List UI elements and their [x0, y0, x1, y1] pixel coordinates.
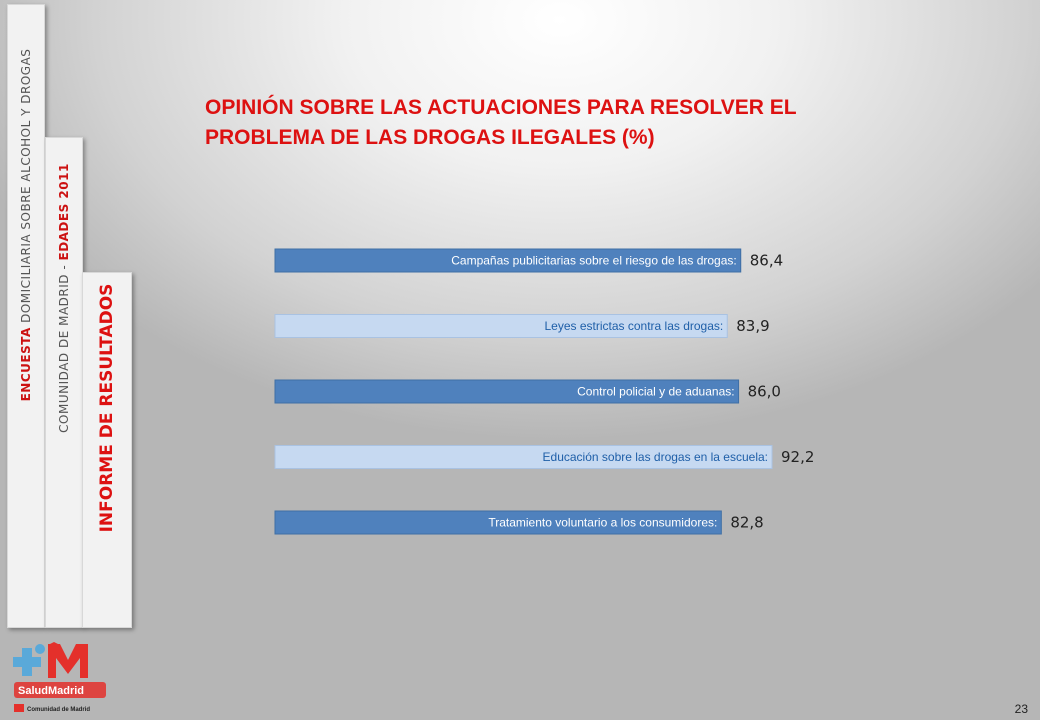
bar-label-1: Leyes estrictas contra las drogas: — [544, 319, 724, 333]
value-label-4: 82,8 — [730, 513, 764, 532]
bar-label-3: Educación sobre las drogas en la escuela: — [542, 450, 768, 464]
value-label-3: 92,2 — [781, 448, 815, 466]
logo-footer-text: Comunidad de Madrid — [27, 707, 90, 713]
report-title: INFORME DE RESULTADOS — [97, 283, 117, 533]
value-label-2: 86,0 — [747, 382, 781, 401]
bar-label-2: Control policial y de aduanas: — [577, 384, 735, 399]
survey-region: COMUNIDAD DE MADRID - — [57, 264, 71, 433]
page-number: 23 — [1014, 702, 1028, 716]
bar-label-0: Campañas publicitarias sobre el riesgo de las drogas: — [451, 253, 737, 268]
value-label-0: 86,4 — [749, 251, 784, 270]
value-label-1: 83,9 — [736, 317, 770, 335]
logo-graphic — [10, 640, 130, 715]
salud-madrid-logo — [10, 640, 130, 715]
bar-label-4: Tratamiento voluntario a los consumidores: — [488, 515, 718, 530]
page-title: OPINIÓN SOBRE LAS ACTUACIONES PARA RESOLVER EL PROBLEMA DE LAS DROGAS ILEGALES (%) — [205, 96, 797, 149]
survey-word-encuesta: ENCUESTA — [19, 327, 33, 402]
logo-brand-text: SaludMadrid — [18, 685, 85, 697]
survey-edition: EDADES 2011 — [57, 163, 71, 261]
survey-name-rest: DOMICILIARIA SOBRE ALCOHOL Y DROGAS — [19, 48, 33, 323]
